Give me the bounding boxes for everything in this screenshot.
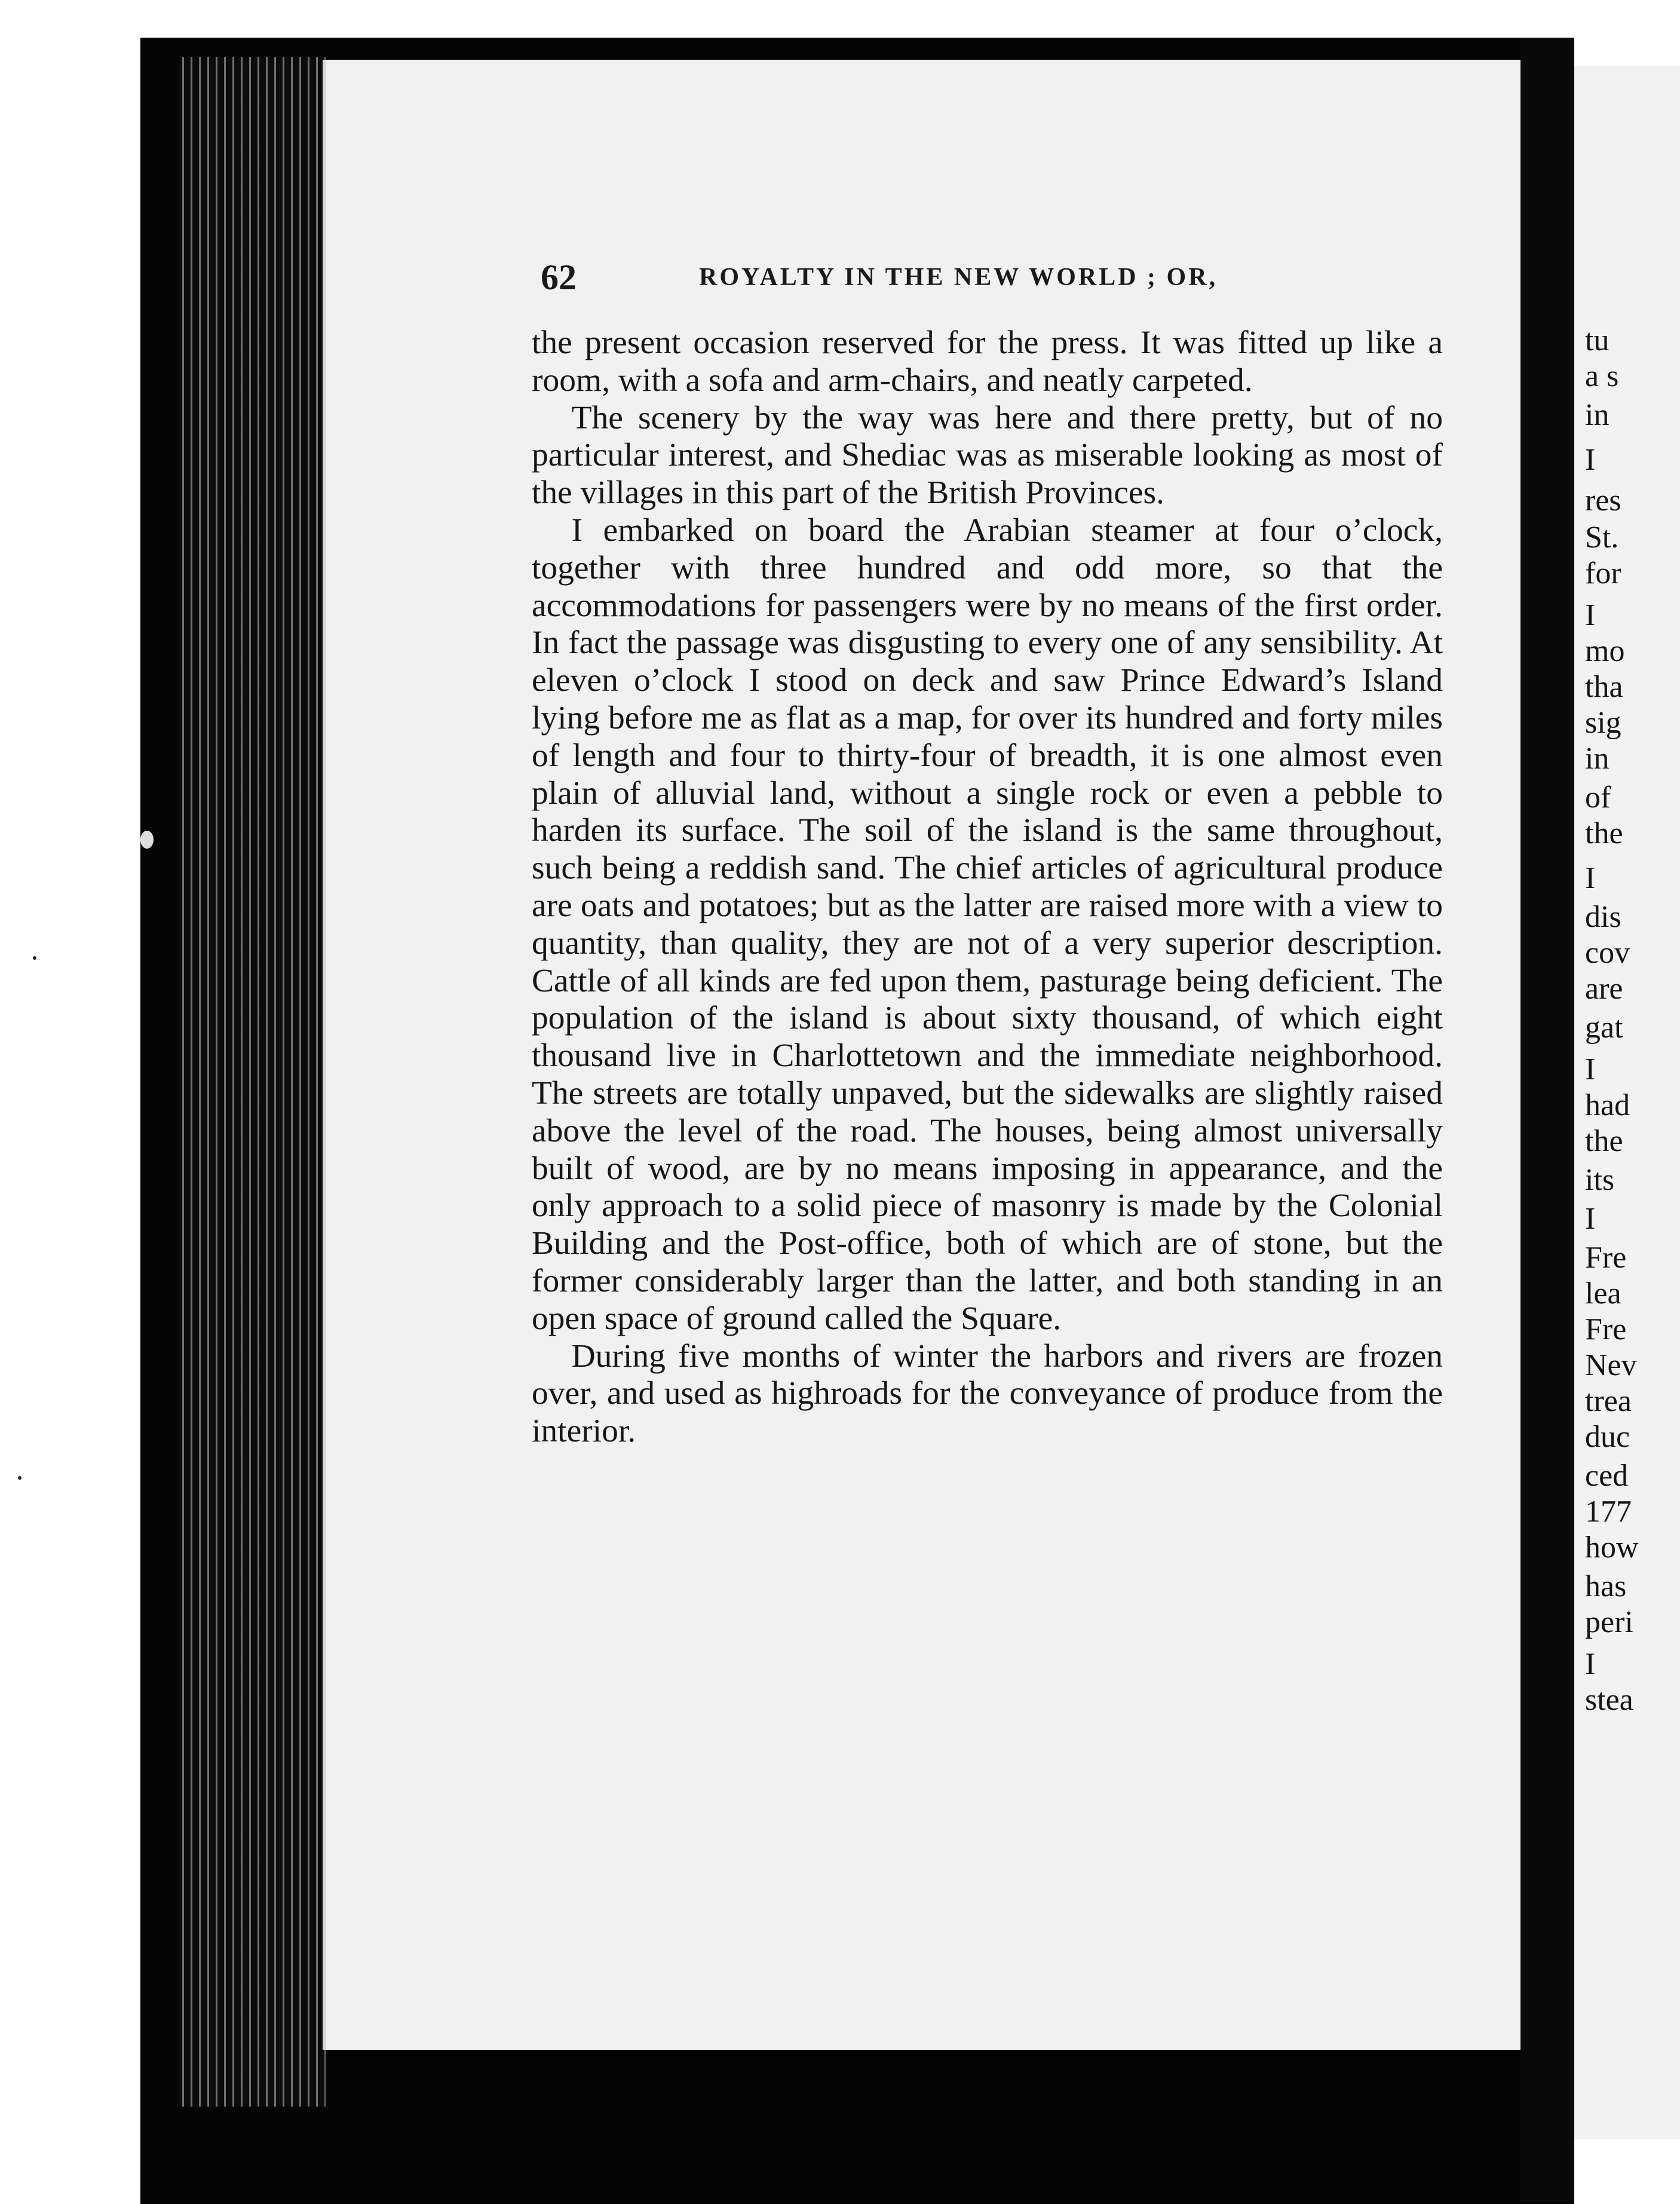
adjacent-page-text: 177 xyxy=(1585,1495,1632,1529)
adjacent-page-text: mo xyxy=(1585,634,1625,668)
book-page-edges xyxy=(179,57,326,2107)
scan-speck xyxy=(140,831,154,849)
adjacent-page-text: res xyxy=(1585,483,1621,518)
adjacent-page-text: cov xyxy=(1585,936,1630,970)
adjacent-page-text: how xyxy=(1585,1530,1639,1565)
adjacent-page-text: trea xyxy=(1585,1384,1632,1418)
paragraph: During five months of winter the harbors and rivers are frozen over, and used as highroads for the conveyance of produce from the interior. xyxy=(532,1337,1443,1450)
page-header xyxy=(541,257,1293,299)
adjacent-page-text: tu xyxy=(1585,323,1610,357)
adjacent-page-text: I xyxy=(1585,443,1596,477)
adjacent-page-text: I xyxy=(1585,1052,1596,1086)
adjacent-page-text: Fre xyxy=(1585,1312,1627,1346)
paragraph: The scenery by the way was here and there pretty, but of no particular interest, and Shediac was as miserable looking as most of the villages in this part of the British Provinces. xyxy=(532,399,1443,512)
adjacent-page-text: peri xyxy=(1585,1605,1633,1639)
adjacent-page-text: I xyxy=(1585,861,1596,895)
paragraph: the present occasion reserved for the press. It was fitted up like a room, with a sofa and arm-chairs, and neatly carpeted. xyxy=(532,325,1443,399)
adjacent-page-text: St. xyxy=(1585,521,1619,555)
adjacent-page-text: the xyxy=(1585,1124,1623,1158)
adjacent-page-text: its xyxy=(1585,1163,1615,1197)
paragraph: I embarked on board the Arabian steamer at four o’clock, together with three hundred and odd more, so that the accommodations for passengers were by no means of the first order. In fact the passage was disgusting to every one of any sensibility. At eleven o’clock I stood on deck and saw Prince Edward’s Island lying before me as flat as a map, for over its hundred and forty miles of length and four to thirty-four of breadth, it is one almost even plain of alluvial land, without a single rock or even a pebble to harden its surface. The soil of the island is the same throughout, such being a reddish sand. The chief articles of agricultural produce are oats and potatoes; but as the latter are raised more with a view to quantity, than quality, they are not of a very superior description. Cattle of all kinds are fed upon them, pasturage being deficient. The population of the island is about sixty thousand, of which eight thousand live in Charlottetown and the immediate neighborhood. The streets are totally unpaved, but the sidewalks are slightly raised above the level of the road. The houses, being almost universally built of wood, are by no means imposing in appearance, and the only approach to a solid piece of masonry is made by the Colonial Building and the Post-office, both of which are of stone, but the former considerably larger than the latter, and both standing in an open space of ground called the Square. xyxy=(532,512,1443,1337)
adjacent-page-text: Nev xyxy=(1585,1348,1637,1382)
adjacent-page-text: I xyxy=(1585,1647,1596,1681)
adjacent-page-text: the xyxy=(1585,816,1623,850)
adjacent-page-text: tha xyxy=(1585,670,1623,704)
adjacent-page-text: duc xyxy=(1585,1420,1630,1454)
scan-speck xyxy=(18,1476,22,1480)
adjacent-page-text: had xyxy=(1585,1088,1630,1122)
adjacent-page-text: I xyxy=(1585,1202,1596,1236)
book-gutter xyxy=(1520,38,1574,2201)
adjacent-page-text: are xyxy=(1585,972,1623,1006)
adjacent-page-text: dis xyxy=(1585,900,1621,934)
adjacent-page-text: sig xyxy=(1585,706,1621,740)
adjacent-page-text: ced xyxy=(1585,1459,1629,1493)
page-number: 62 xyxy=(541,258,577,297)
scan-speck xyxy=(33,956,36,960)
adjacent-page-text: I xyxy=(1585,598,1596,632)
adjacent-page-text: of xyxy=(1585,780,1611,815)
adjacent-page-fragment xyxy=(1574,66,1680,2139)
adjacent-page-text: gat xyxy=(1585,1011,1623,1045)
adjacent-page-text: a s xyxy=(1585,359,1619,393)
adjacent-page-text: Fre xyxy=(1585,1241,1627,1275)
adjacent-page-text: in xyxy=(1585,742,1610,776)
running-title: ROYALTY IN THE NEW WORLD ; OR, xyxy=(699,264,1218,291)
adjacent-page-text: in xyxy=(1585,398,1610,432)
adjacent-page-text: lea xyxy=(1585,1277,1621,1311)
body-text xyxy=(532,325,1443,1450)
adjacent-page-text: for xyxy=(1585,556,1621,590)
adjacent-page-text: stea xyxy=(1585,1683,1633,1717)
adjacent-page-text: has xyxy=(1585,1569,1627,1603)
